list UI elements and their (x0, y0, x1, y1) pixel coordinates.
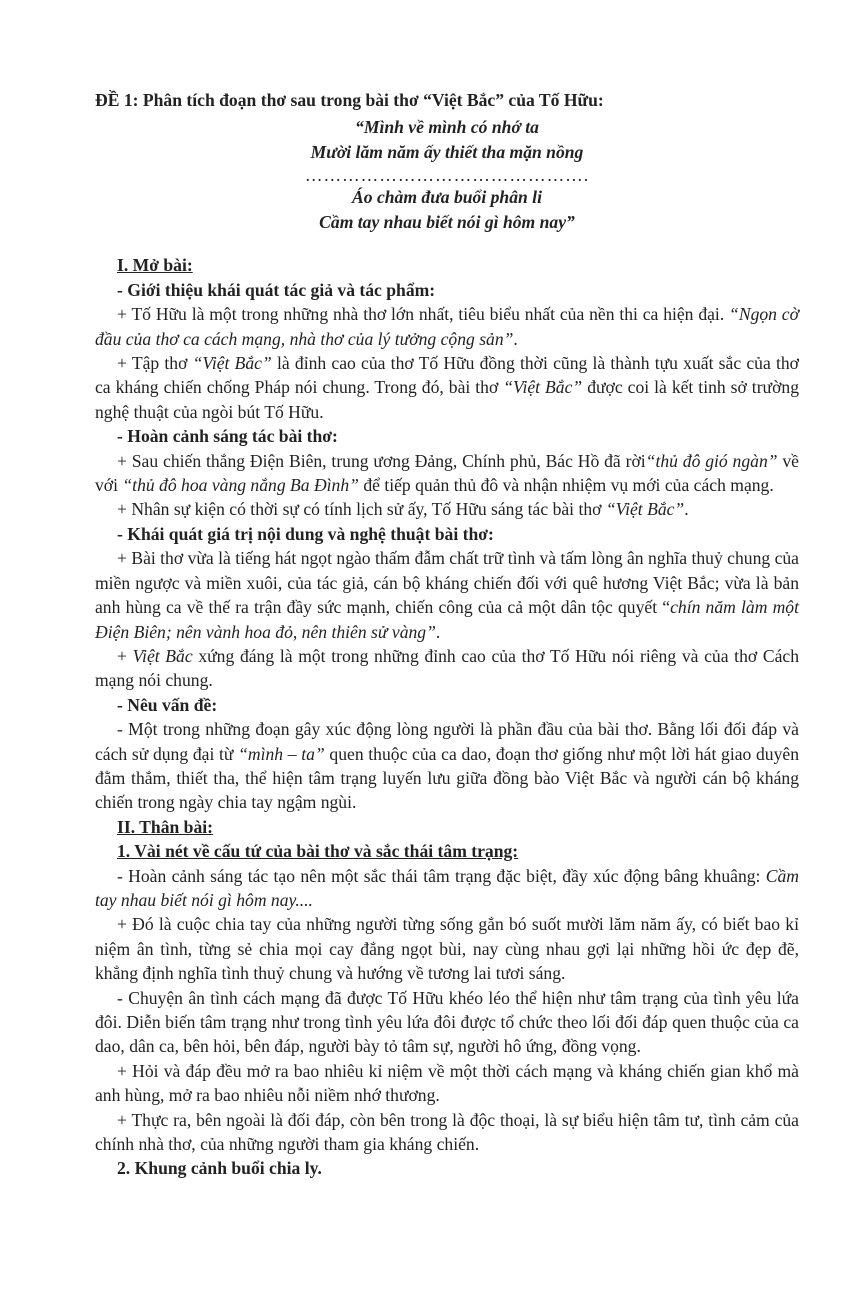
section-heading-than-bai: II. Thân bài: (117, 816, 214, 837)
subsection-heading: - Khái quát giá trị nội dung và nghệ thuật bài thơ: (117, 523, 494, 544)
paragraph: + Nhân sự kiện có thời sự có tính lịch sử ấy, Tố Hữu sáng tác bài thơ “Việt Bắc”. (117, 499, 689, 520)
poem-line: Mười lăm năm ấy thiết tha mặn nồng (310, 142, 584, 163)
document-body (95, 88, 799, 1181)
paragraph: - Chuyện ân tình cách mạng đã được Tố Hữu khéo léo thể hiện như tâm trạng của tình yêu lứa đôi. Diễn biến tâm trạng như trong tình yêu lứa đôi được tổ chức theo lối đối đáp quen thuộc của ca dao, dân ca, bên hỏi, bên đáp, người bày tỏ tâm sự, người hô ứng, đồng vọng. (95, 987, 799, 1057)
exam-title: ĐỀ 1: Phân tích đoạn thơ sau trong bài thơ “Việt Bắc” của Tố Hữu: (95, 90, 604, 110)
paragraph: - Hoàn cảnh sáng tác tạo nên một sắc thái tâm trạng đặc biệt, đầy xúc động bâng khuâng: Cầm tay nhau biết nói gì hôm nay.... (95, 865, 799, 910)
paragraph: + Bài thơ vừa là tiếng hát ngọt ngào thấm đẫm chất trữ tình và tấm lòng ân nghĩa thuỷ chung của miền ngược và miền xuôi, của tác giả, cán bộ kháng chiến đối với quê hương Việt Bắc; vừa là bản anh hùng ca về thế ra trận đầy sức mạnh, chiến công của cả một dân tộc quyết “chín năm làm một Điện Biên; nên vành hoa đỏ, nên thiên sử vàng”. (95, 548, 799, 642)
section-heading-mo-bai: I. Mở bài: (117, 255, 193, 276)
poem-line: “Mình về mình có nhớ ta (355, 117, 539, 138)
paragraph: + Đó là cuộc chia tay của những người từng sống gắn bó suốt mười lăm năm ấy, có biết bao kỉ niệm ân tình, từng sẻ chia mọi cay đắng ngọt bùi, nay cùng nhau gợi lại những hồi ức đẹp đẽ, khẳng định nghĩa tình thuỷ chung và hướng về tương lai tươi sáng. (95, 914, 799, 984)
subsection-heading: - Giới thiệu khái quát tác giả và tác phẩm: (117, 279, 436, 300)
paragraph: + Sau chiến thắng Điện Biên, trung ương Đảng, Chính phủ, Bác Hồ đã rời“thủ đô gió ngàn” về với “thủ đô hoa vàng nắng Ba Đình” để tiếp quản thủ đô và nhận nhiệm vụ mới của cách mạng. (95, 450, 799, 496)
poem-excerpt (95, 115, 799, 235)
paragraph: + Tập thơ “Việt Bắc” là đỉnh cao của thơ Tố Hữu đồng thời cũng là thành tựu xuất sắc của thơ ca kháng chiến chống Pháp nói chung. Trong đó, bài thơ “Việt Bắc” được coi là kết tinh sở trường nghệ thuật của ngòi bút Tố Hữu. (95, 353, 799, 422)
subsection-heading: 1. Vài nét về cấu tứ của bài thơ và sắc thái tâm trạng: (117, 841, 519, 862)
paragraph: + Thực ra, bên ngoài là đối đáp, còn bên trong là độc thoại, là sự biểu hiện tâm tư, tình cảm của chính nhà thơ, của những người tham gia kháng chiến. (95, 1109, 799, 1155)
paragraph: + Tố Hữu là một trong những nhà thơ lớn nhất, tiêu biểu nhất của nền thi ca hiện đại. “Ngọn cờ đầu của thơ ca cách mạng, nhà thơ của lý tưởng cộng sản”. (95, 304, 799, 349)
poem-line: Áo chàm đưa buổi phân li (352, 187, 542, 208)
poem-line: Cầm tay nhau biết nói gì hôm nay” (319, 212, 575, 233)
poem-ellipsis: ………………………………………. (304, 165, 590, 186)
subsection-heading: - Nêu vấn đề: (117, 694, 218, 715)
subsection-heading: 2. Khung cảnh buổi chia ly. (117, 1158, 322, 1179)
paragraph: - Một trong những đoạn gây xúc động lòng người là phần đầu của bài thơ. Bằng lối đối đáp và cách sử dụng đại từ “mình – ta” quen thuộc của ca dao, đoạn thơ giống như một lời hát giao duyên đằm thắm, thiết tha, thể hiện tâm trạng luyến lưu giữa đồng bào Việt Bắc và người cán bộ kháng chiến trong ngày chia tay ngậm ngùi. (95, 719, 799, 813)
paragraph: + Việt Bắc xứng đáng là một trong những đỉnh cao của thơ Tố Hữu nói riêng và của thơ Cách mạng nói chung. (95, 645, 799, 691)
subsection-heading: - Hoàn cảnh sáng tác bài thơ: (117, 426, 338, 447)
paragraph: + Hỏi và đáp đều mở ra bao nhiêu kỉ niệm về một thời cách mạng và kháng chiến gian khổ mà anh hùng, mở ra bao nhiêu nỗi niềm nhớ thương. (95, 1060, 799, 1106)
